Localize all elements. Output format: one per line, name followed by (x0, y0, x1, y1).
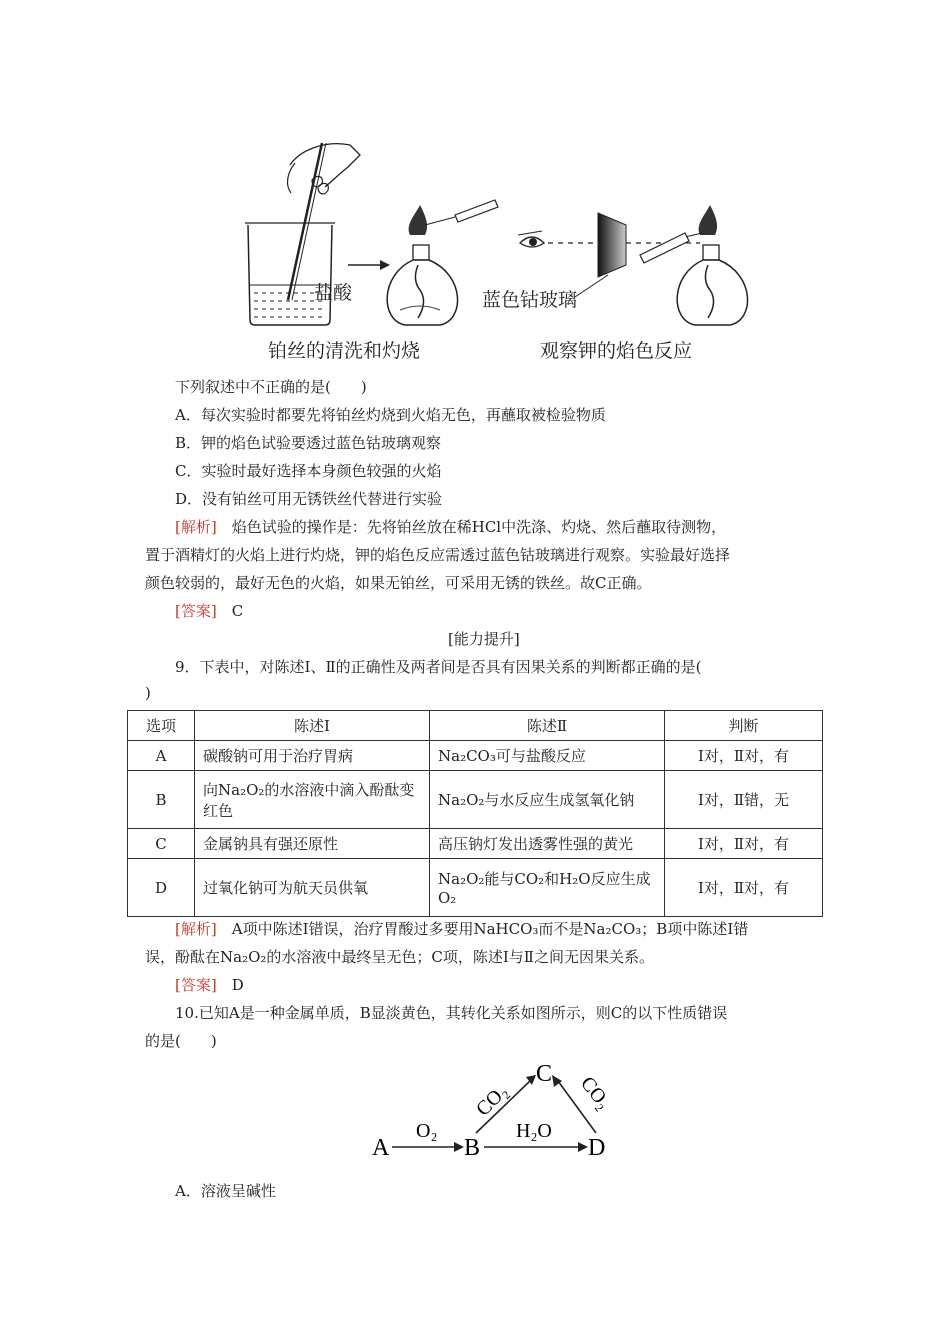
analysis-tag: [解析] (175, 920, 217, 938)
q9-analysis-line1 (175, 918, 748, 939)
section-heading: [能力提升] (448, 630, 520, 648)
q8-analysis-line2: 置于酒精灯的火焰上进行灼烧，钾的焰色反应需透过蓝色钴玻璃进行观察。实验最好选择 (145, 546, 731, 564)
cell-statement-1: 碳酸钠可用于治疗胃病 (195, 741, 430, 771)
label-co2-bc: CO₂ (471, 1080, 513, 1121)
q8-option-c: C．实验时最好选择本身颜色较强的火焰 (175, 462, 442, 480)
q8-option-d: D．没有铂丝可用无锈铁丝代替进行实验 (175, 490, 443, 508)
cell-option: C (128, 829, 195, 859)
q8-answer (175, 600, 243, 621)
header-statement-2: 陈述Ⅱ (430, 711, 665, 741)
header-statement-1: 陈述Ⅰ (195, 711, 430, 741)
cell-statement-2: 高压钠灯发出透雾性强的黄光 (430, 829, 665, 859)
q8-option-b: B．钾的焰色试验要透过蓝色钴玻璃观察 (175, 434, 442, 452)
answer-value: D (231, 976, 244, 994)
q8-analysis-line1 (175, 516, 726, 537)
node-d: D (588, 1135, 606, 1161)
header-option: 选项 (128, 711, 195, 741)
label-o2: O₂ (416, 1120, 438, 1142)
cell-statement-2: Na₂O₂能与CO₂和H₂O反应生成O₂ (430, 859, 665, 917)
cell-statement-1: 向Na₂O₂的水溶液中滴入酚酞变红色 (195, 771, 430, 829)
cell-judgement: Ⅰ对，Ⅱ错，无 (665, 771, 823, 829)
analysis-text: 焰色试验的操作是：先将铂丝放在稀HCl中洗涤、灼烧、然后蘸取待测物， (231, 518, 727, 536)
q10-option-a: A．溶液呈碱性 (175, 1182, 276, 1200)
analysis-text: A项中陈述Ⅰ错误，治疗胃酸过多要用NaHCO₃而不是Na₂CO₃；B项中陈述Ⅰ错 (231, 920, 749, 938)
cell-option: D (128, 859, 195, 917)
experiment-figure (230, 125, 750, 365)
q10-stem-line2: 的是( ) (145, 1032, 217, 1050)
q9-answer (175, 974, 244, 995)
cell-option: B (128, 771, 195, 829)
table-row (128, 859, 823, 917)
q8-option-a: A．每次实验时都要先将铂丝灼烧到火焰无色，再蘸取被检验物质 (175, 406, 606, 424)
node-a: A (372, 1135, 390, 1161)
label-cobalt-glass: 蓝色钴玻璃 (482, 289, 578, 311)
label-hydrochloric-acid: 盐酸 (314, 282, 353, 304)
caption-right: 观察钾的焰色反应 (540, 340, 693, 362)
cell-statement-2: Na₂O₂与水反应生成氢氧化钠 (430, 771, 665, 829)
caption-left: 铂丝的清洗和灼烧 (268, 340, 421, 362)
node-b: B (464, 1135, 481, 1161)
label-co2-dc: CO₂ (576, 1072, 615, 1114)
cell-statement-1: 金属钠具有强还原性 (195, 829, 430, 859)
cell-judgement: Ⅰ对，Ⅱ对，有 (665, 859, 823, 917)
node-c: C (536, 1061, 553, 1087)
table-row (128, 771, 823, 829)
q9-stem-line1: 9．下表中，对陈述Ⅰ、Ⅱ的正确性及两者间是否具有因果关系的判断都正确的是( (175, 658, 702, 676)
table-header-row (128, 711, 823, 741)
table-row (128, 741, 823, 771)
q9-analysis-line2: 误，酚酞在Na₂O₂的水溶液中最终呈无色；C项，陈述Ⅰ与Ⅱ之间无因果关系。 (145, 948, 654, 966)
answer-tag: [答案] (175, 976, 217, 994)
table-row (128, 829, 823, 859)
q8-analysis-line3: 颜色较弱的，最好无色的火焰，如果无铂丝，可采用无锈的铁丝。故C正确。 (145, 574, 652, 592)
q8-stem: 下列叙述中不正确的是( ) (175, 378, 367, 396)
cell-statement-1: 过氧化钠可为航天员供氧 (195, 859, 430, 917)
cell-judgement: Ⅰ对，Ⅱ对，有 (665, 741, 823, 771)
answer-tag: [答案] (175, 602, 217, 620)
cell-option: A (128, 741, 195, 771)
analysis-tag: [解析] (175, 518, 217, 536)
q9-stem-line2: ) (145, 684, 151, 702)
q9-table (127, 710, 823, 917)
cell-statement-2: Na₂CO₃可与盐酸反应 (430, 741, 665, 771)
experiment-illustration (230, 125, 750, 365)
cell-judgement: Ⅰ对，Ⅱ对，有 (665, 829, 823, 859)
label-h2o: H₂O (516, 1120, 552, 1142)
conversion-diagram-svg (368, 1055, 618, 1165)
answer-value: C (231, 602, 244, 620)
q10-stem-line1: 10.已知A是一种金属单质，B显淡黄色，其转化关系如图所示，则C的以下性质错误 (175, 1004, 728, 1022)
header-judgement: 判断 (665, 711, 823, 741)
conversion-diagram (368, 1055, 618, 1165)
